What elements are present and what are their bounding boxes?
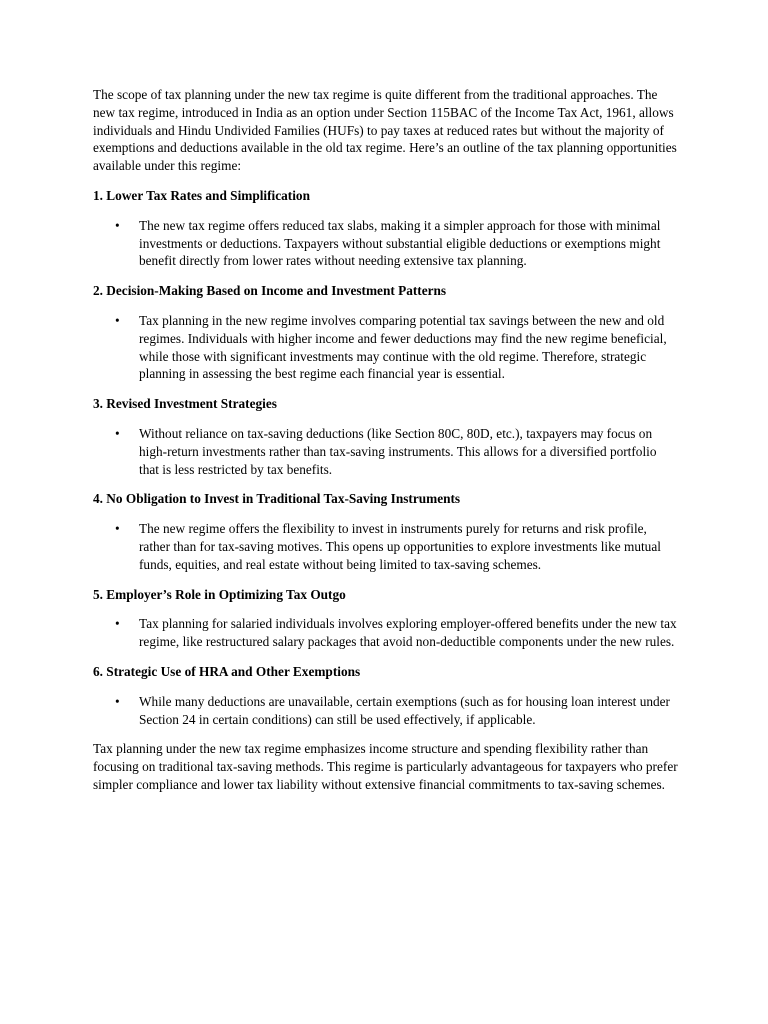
section-3 [93,395,678,478]
conclusion-paragraph: Tax planning under the new tax regime emphasizes income structure and spending flexibility rather than focusing on traditional tax-saving methods. This regime is particularly advantageous for taxpayers who prefer simpler compliance and lower tax liability without extensive financial commitments to tax-saving schemes. [93,741,678,792]
section-1 [93,187,678,270]
bullet-icon: • [115,312,120,328]
bullet-icon: • [115,217,120,233]
section-4 [93,490,678,573]
bullet-icon: • [115,521,120,537]
list-item [93,615,678,651]
bullet-list [93,693,678,729]
bullet-text: Without reliance on tax-saving deductions (like Section 80C, 80D, etc.), taxpayers may focus on high-return investments rather than tax-saving instruments. This allows for a diversified portfolio that is less restricted by tax benefits. [139,425,657,477]
section-5 [93,586,678,651]
bullet-text: While many deductions are unavailable, certain exemptions (such as for housing loan interest under Section 24 in certain conditions) can still be used effectively, if applicable. [139,693,670,727]
bullet-icon: • [115,616,120,632]
intro-paragraph: The scope of tax planning under the new tax regime is quite different from the traditional approaches. The new tax regime, introduced in India as an option under Section 115BAC of the Income Tax Act, 1961, allows individuals and Hindu Undivided Families (HUFs) to pay taxes at reduced rates but without the majority of exemptions and deductions available in the old tax regime. Here’s an outline of the tax planning opportunities available under this regime: [93,87,677,174]
list-item [93,520,678,573]
bullet-icon: • [115,425,120,441]
bullet-icon: • [115,693,120,709]
section-heading: 6. Strategic Use of HRA and Other Exemptions [93,663,361,679]
list-item [93,693,678,729]
bullet-list [93,520,678,573]
list-item [93,425,678,478]
section-2 [93,282,678,383]
section-heading: 3. Revised Investment Strategies [93,396,277,412]
document-page [93,86,678,794]
section-heading: 4. No Obligation to Invest in Traditional Tax-Saving Instruments [93,491,461,507]
bullet-list [93,425,678,478]
bullet-list [93,312,678,383]
list-item [93,217,678,270]
bullet-text: The new regime offers the flexibility to invest in instruments purely for returns and risk profile, rather than for tax-saving motives. This opens up opportunities to explore investments like mutual funds, equities, and real estate without being limited to tax-saving schemes. [139,521,661,572]
bullet-text: The new tax regime offers reduced tax slabs, making it a simpler approach for those with minimal investments or deductions. Taxpayers without substantial eligible deductions or exemptions might benefit directly from lower rates without needing extensive tax planning. [139,217,661,269]
section-heading: 5. Employer’s Role in Optimizing Tax Outgo [93,586,346,602]
bullet-text: Tax planning in the new regime involves comparing potential tax savings between the new and old regimes. Individuals with higher income and fewer deductions may find the new regime beneficial, while those with significant investments may continue with the old regime. Therefore, strategic planning in assessing the best regime each financial year is essential. [139,312,667,382]
list-item [93,312,678,383]
section-6 [93,663,678,728]
section-heading: 2. Decision-Making Based on Income and Investment Patterns [93,283,447,299]
bullet-list [93,615,678,651]
bullet-text: Tax planning for salaried individuals involves exploring employer-offered benefits under the new tax regime, like restructured salary packages that avoid non-deductible components under the new rules. [139,616,677,650]
bullet-list [93,217,678,270]
section-heading: 1. Lower Tax Rates and Simplification [93,187,310,203]
